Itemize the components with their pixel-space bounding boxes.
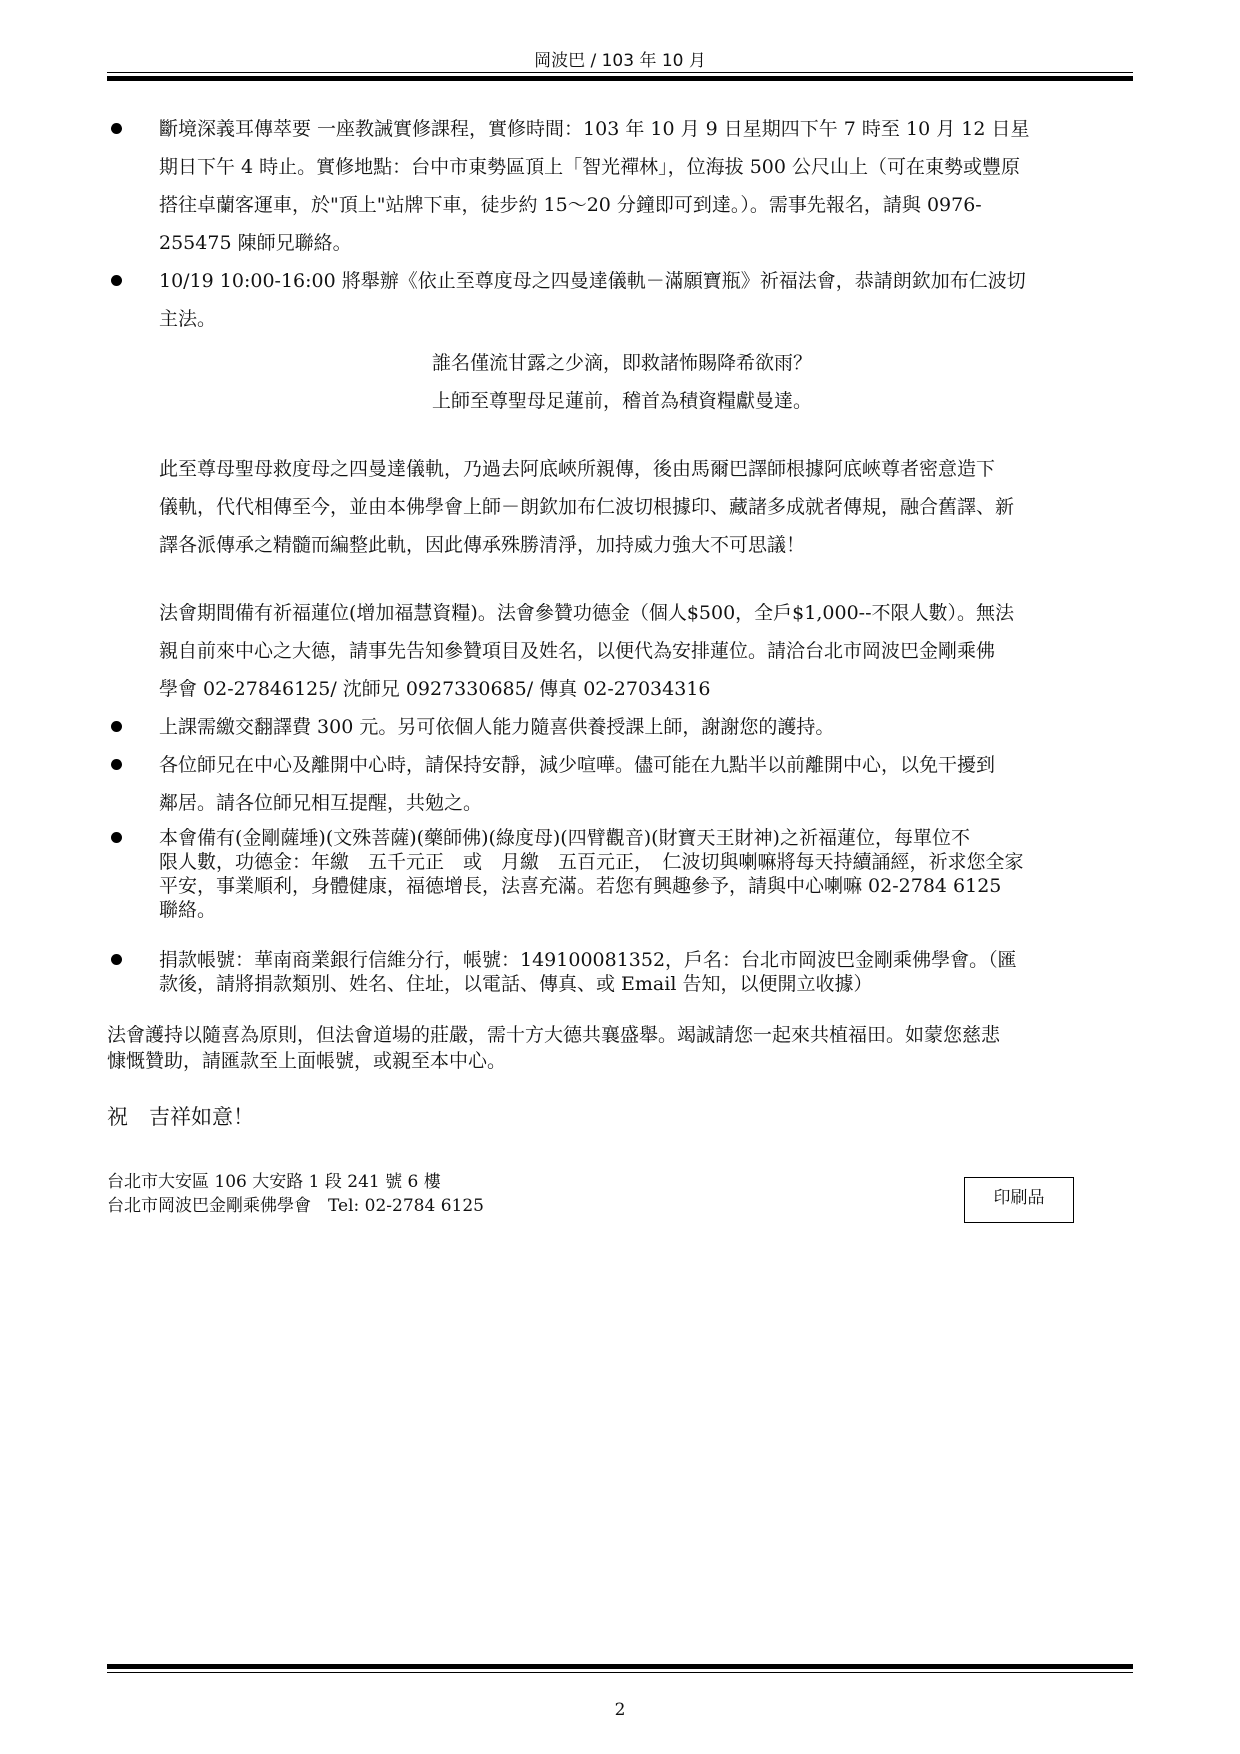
closing-blessing: 祝 吉祥如意！ xyxy=(107,1105,254,1129)
paragraph-line: 法會期間備有祈福蓮位(增加福慧資糧)。法會參贊功德金（個人$500，全戶$1,000--不限人數）。無法 xyxy=(159,602,1015,624)
footer-rule-thick xyxy=(107,1664,1133,1669)
main-content xyxy=(107,110,1133,1218)
donation-note xyxy=(107,1022,1133,1074)
bullet-dot-icon xyxy=(111,832,122,843)
bullet-line: 10/19 10:00-16:00 將舉辦《依止至尊度母之四曼達儀軌－滿願寶瓶》祈福法會，恭請朗欽加布仁波切 xyxy=(159,270,1026,292)
bullet-line: 期日下午 4 時止。實修地點：台中市東勢區頂上「智光禪林」，位海拔 500 公尺山上（可在東勢或豐原 xyxy=(159,156,1021,178)
paragraph-line: 此至尊母聖母救度母之四曼達儀軌，乃過去阿底峽所親傳，後由馬爾巴譯師根據阿底峽尊者密意造下 xyxy=(159,458,996,480)
bullet-line: 斷境深義耳傳萃要 一座教誡實修課程，實修時間：103 年 10 月 9 日星期四下午 7 時至 10 月 12 日星 xyxy=(159,118,1030,140)
bullet-line: 鄰居。請各位師兄相互提醒，共勉之。 xyxy=(159,792,483,814)
bullet-line: 255475 陳師兄聯絡。 xyxy=(159,232,352,254)
footer-rule-thin xyxy=(107,1672,1133,1673)
bullet-line: 各位師兄在中心及離開中心時，請保持安靜，減少喧嘩。儘可能在九點半以前離開中心，以免干擾到 xyxy=(159,754,996,776)
bullet-item-puja xyxy=(107,262,1133,338)
verse-line: 誰名僅流甘露之少滴，即救諸怖賜降希欲雨？ xyxy=(432,352,813,374)
verse-line: 上師至尊聖母足蓮前，稽首為積資糧獻曼達。 xyxy=(432,390,813,412)
bullet-line: 本會備有(金剛薩埵)(文殊菩薩)(藥師佛)(綠度母)(四臂觀音)(財寶天王財神)之祈福蓮位，每單位不 xyxy=(159,827,970,849)
bullet-line: 限人數，功德金：年繳 五千元正 或 月繳 五百元正， 仁波切與喇嘛將每天持續誦經，祈求您全家 xyxy=(159,851,1024,873)
header-rule-thick xyxy=(107,76,1133,81)
bullet-line: 款後，請將捐款類別、姓名、住址，以電話、傳真、或 Email 告知，以便開立收據） xyxy=(159,973,873,995)
verse-block xyxy=(107,344,1133,420)
paragraph-line: 法會護持以隨喜為原則，但法會道場的莊嚴，需十方大德共襄盛舉。竭誠請您一起來共植福田。如蒙您慈悲 xyxy=(107,1024,1001,1046)
bullet-dot-icon xyxy=(111,721,122,732)
bullet-dot-icon xyxy=(111,123,122,134)
bullet-line: 主法。 xyxy=(159,308,217,330)
ritual-description xyxy=(107,450,1133,564)
bullet-item-donation-account xyxy=(107,948,1133,996)
bullet-item-retreat xyxy=(107,110,1133,262)
header-rule-thin xyxy=(107,72,1133,73)
bullet-dot-icon xyxy=(111,954,122,965)
bullet-line: 聯絡。 xyxy=(159,899,217,921)
bullet-line: 上課需繳交翻譯費 300 元。另可依個人能力隨喜供養授課上師，謝謝您的護持。 xyxy=(159,716,835,738)
bullet-dot-icon xyxy=(111,759,122,770)
paragraph-line: 儀軌，代代相傳至今，並由本佛學會上師－朗欽加布仁波切根據印、藏諸多成就者傳規，融合舊譯、新 xyxy=(159,496,1015,518)
paragraph-line: 親自前來中心之大德，請事先告知參贊項目及姓名，以便代為安排蓮位。請洽台北市岡波巴金剛乘佛 xyxy=(159,640,996,662)
address-line: 台北市大安區 106 大安路 1 段 241 號 6 樓 xyxy=(107,1172,441,1192)
printed-matter-stamp: 印刷品 xyxy=(964,1177,1074,1223)
paragraph-line: 譯各派傳承之精髓而編整此軌，因此傳承殊勝清淨，加持威力強大不可思議！ xyxy=(159,534,806,556)
page-number: 2 xyxy=(614,1700,626,1720)
offering-info xyxy=(107,594,1133,708)
bullet-line: 搭往卓蘭客運車，於"頂上"站牌下車，徒步約 15～20 分鐘即可到達。）。需事先報名，請與 0976- xyxy=(159,194,982,216)
paragraph-line: 慷慨贊助，請匯款至上面帳號，或親至本中心。 xyxy=(107,1050,507,1072)
bullet-line: 捐款帳號：華南商業銀行信維分行，帳號：149100081352，戶名：台北市岡波巴金剛乘佛學會。（匯 xyxy=(159,949,1017,971)
bullet-item-quiet xyxy=(107,746,1133,822)
address-line: 台北市岡波巴金剛乘佛學會 Tel: 02-2784 6125 xyxy=(107,1196,484,1216)
bullet-dot-icon xyxy=(111,275,122,286)
bullet-item-fee xyxy=(107,708,1133,746)
bullet-item-lotus-seats xyxy=(107,826,1133,922)
paragraph-line: 學會 02-27846125/ 沈師兄 0927330685/ 傳真 02-27034316 xyxy=(159,678,711,700)
page-header-title: 岡波巴 / 103 年 10 月 xyxy=(534,51,706,71)
bullet-line: 平安，事業順利，身體健康，福德增長，法喜充滿。若您有興趣參予，請與中心喇嘛 02-2784 6125 xyxy=(159,875,1002,897)
